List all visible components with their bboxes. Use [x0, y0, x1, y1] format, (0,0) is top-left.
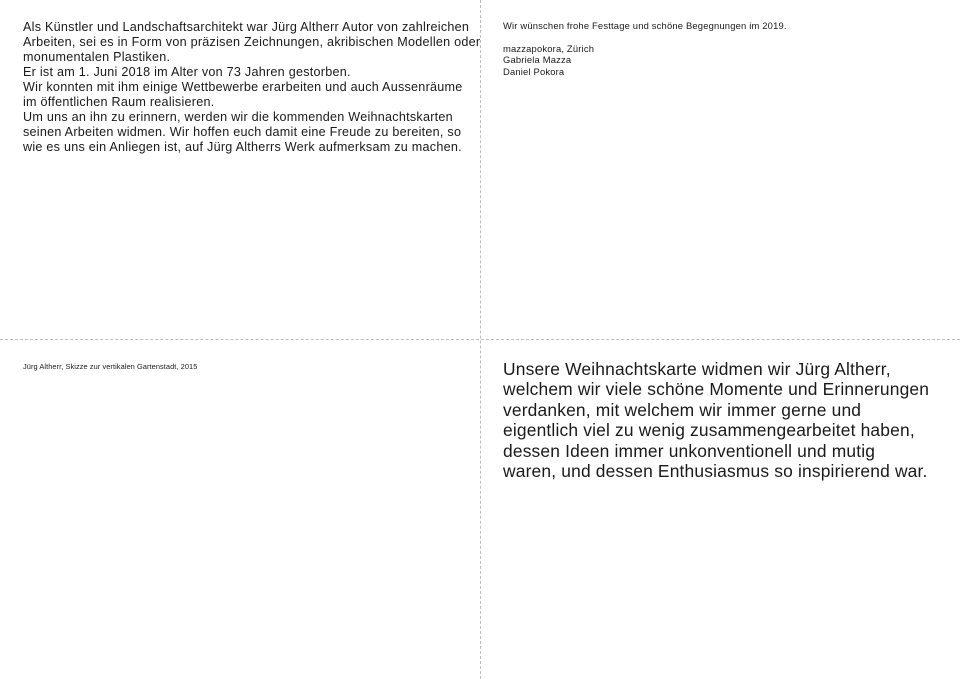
signature-line: Daniel Pokora [503, 65, 565, 77]
dedication-line: eigentlich viel zu wenig zusammengearbeitet haben, [503, 420, 915, 441]
intro-paragraph [23, 20, 481, 155]
intro-line: Arbeiten, sei es in Form von präzisen Zeichnungen, akribischen Modellen oder [23, 35, 481, 49]
panel-front [481, 340, 960, 679]
signature-line: mazzapokora, Zürich [503, 43, 595, 54]
intro-line: Wir konnten mit ihm einige Wettbewerbe erarbeiten und auch Aussenräume [23, 80, 463, 94]
intro-line: Er ist am 1. Juni 2018 im Alter von 73 Jahren gestorben. [23, 65, 351, 79]
dedication-line: welchem wir viele schöne Momente und Erinnerungen [503, 379, 930, 400]
panel-back [0, 340, 480, 679]
intro-line: Als Künstler und Landschaftsarchitekt war Jürg Altherr Autor von zahlreichen [23, 20, 470, 34]
dedication-text [503, 359, 953, 481]
image-caption: Jürg Altherr, Skizze zur vertikalen Gartenstadt, 2015 [23, 362, 198, 371]
signature-line: Gabriela Mazza [503, 54, 572, 66]
greeting-text: Wir wünschen frohe Festtage und schöne Begegnungen im 2019. [503, 20, 787, 31]
panel-intro [0, 0, 480, 339]
dedication-line: verdanken, mit welchem wir immer gerne und [503, 399, 862, 420]
intro-line: wie es uns ein Anliegen ist, auf Jürg Altherrs Werk aufmerksam zu machen. [23, 140, 462, 154]
intro-line: im öffentlichen Raum realisieren. [23, 95, 215, 109]
intro-line: seinen Arbeiten widmen. Wir hoffen euch damit eine Freude zu bereiten, so [23, 125, 462, 139]
dedication-line: Unsere Weihnachtskarte widmen wir Jürg Altherr, [503, 359, 891, 379]
panel-greeting [481, 0, 960, 339]
intro-line: monumentalen Plastiken. [23, 50, 171, 64]
signature-block [503, 43, 594, 77]
dedication-line: dessen Ideen immer unkonventionell und mutig [503, 440, 876, 461]
intro-line: Um uns an ihn zu erinnern, werden wir die kommenden Weihnachtskarten [23, 110, 453, 124]
dedication-line: waren, und dessen Enthusiasmus so inspirierend war. [503, 461, 928, 482]
